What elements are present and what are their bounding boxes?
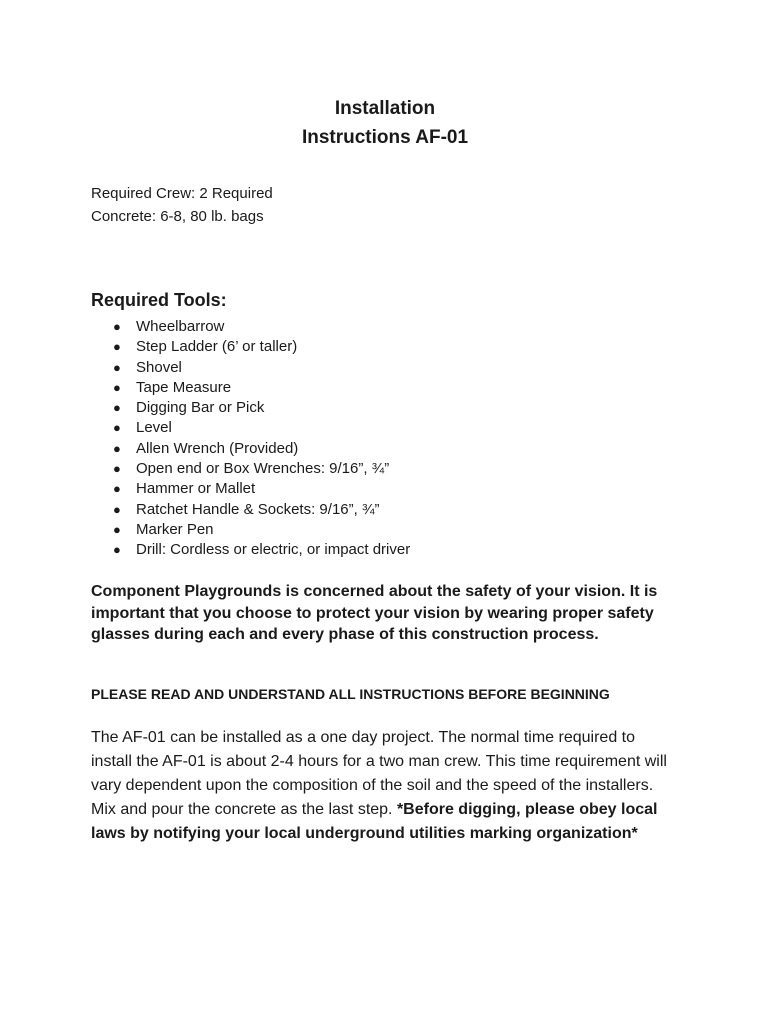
bullet-icon: ● (113, 501, 121, 517)
tool-label: Tape Measure (136, 378, 232, 396)
bullet-icon: ● (113, 339, 121, 355)
tool-label: Hammer or Mallet (136, 480, 256, 498)
tool-label: Ratchet Handle & Sockets: 9/16”, ¾” (136, 500, 380, 518)
safety-notice: Component Playgrounds is concerned about the safety of your vision. It is important that you choose to protect your vision by wearing proper safety glasses during each and every phase of this construction process. (91, 583, 658, 643)
bullet-icon: ● (113, 319, 121, 334)
list-item (91, 520, 410, 540)
tool-label: Digging Bar or Pick (136, 399, 265, 417)
list-item (91, 358, 410, 378)
requirements-block (91, 182, 273, 228)
list-item (91, 500, 410, 520)
installation-paragraph (91, 726, 671, 846)
bullet-icon: ● (113, 461, 121, 477)
list-item (91, 418, 410, 438)
tool-label: Wheelbarrow (136, 318, 225, 335)
bullet-icon: ● (113, 420, 121, 436)
title-line-1: Installation (334, 98, 436, 119)
bullet-icon: ● (113, 359, 121, 375)
bullet-icon: ● (113, 440, 121, 456)
concrete-requirement: Concrete: 6-8, 80 lb. bags (91, 208, 264, 225)
list-item (91, 337, 410, 357)
tool-label: Open end or Box Wrenches: 9/16”, ¾” (136, 460, 390, 478)
required-crew: Required Crew: 2 Required (91, 185, 273, 202)
list-item (91, 378, 410, 398)
tool-label: Level (136, 419, 172, 437)
tool-label: Shovel (136, 358, 182, 376)
list-item (91, 317, 410, 337)
paragraph-warning: *Before digging, please obey local laws by notifying your local underground utilities marking organization* (91, 801, 658, 842)
list-item (91, 479, 410, 499)
bullet-icon: ● (113, 521, 121, 537)
tool-label: Marker Pen (136, 520, 214, 538)
paragraph-text: The AF-01 can be installed as a one day project. The normal time required to install the AF-01 is about 2-4 hours for a two man crew. This time requirement will vary dependent upon the composition of the soil and the speed of the installers. Mix and pour the concrete as the last step. (91, 729, 667, 818)
tool-label: Allen Wrench (Provided) (136, 439, 299, 457)
list-item (91, 540, 410, 560)
document-title (0, 94, 770, 152)
tool-label: Drill: Cordless or electric, or impact driver (136, 541, 411, 559)
bullet-icon: ● (113, 400, 121, 416)
list-item (91, 439, 410, 459)
bullet-icon: ● (113, 379, 121, 395)
tools-heading: Required Tools: (91, 290, 227, 310)
list-item (91, 398, 410, 418)
read-instructions-notice: PLEASE READ AND UNDERSTAND ALL INSTRUCTIONS BEFORE BEGINNING (91, 686, 610, 702)
title-line-2: Instructions AF-01 (301, 127, 469, 148)
bullet-icon: ● (113, 542, 121, 558)
list-item (91, 459, 410, 479)
tools-list (91, 317, 410, 561)
tool-label: Step Ladder (6’ or taller) (136, 338, 298, 356)
bullet-icon: ● (113, 481, 121, 497)
